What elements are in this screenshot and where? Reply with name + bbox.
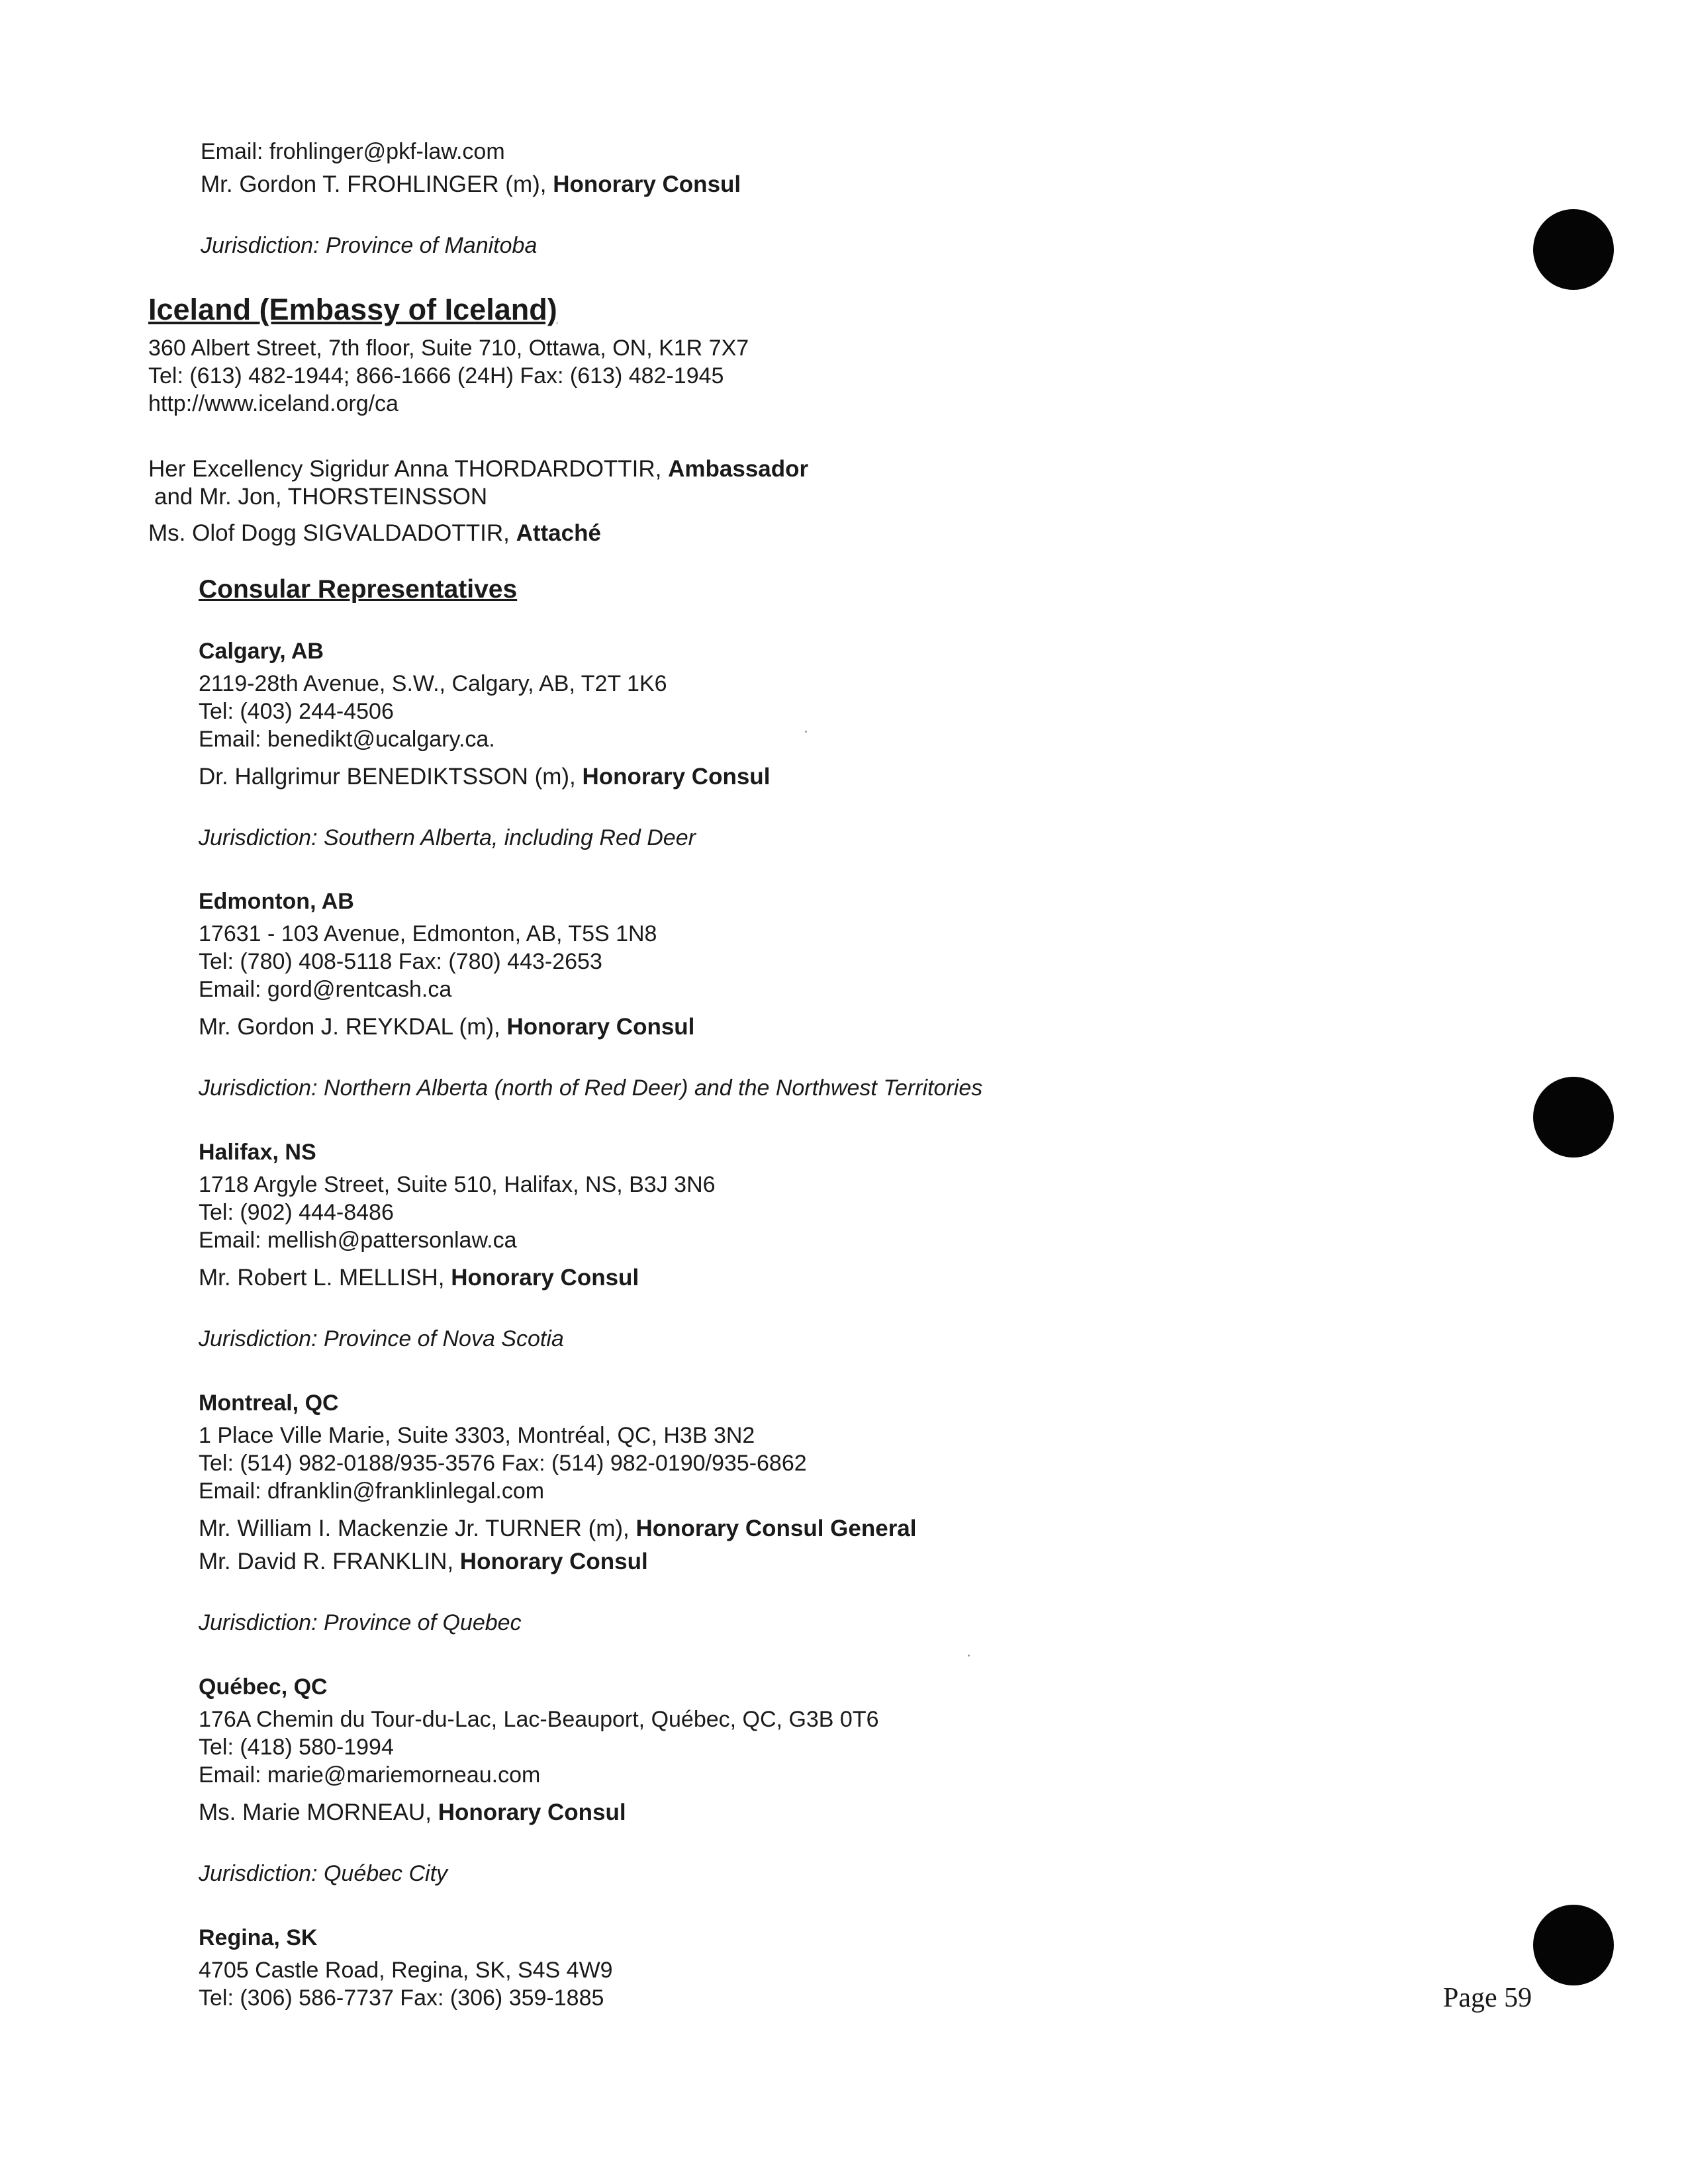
consulate-person (199, 1264, 639, 1292)
consular-heading: Consular Representatives (199, 575, 518, 604)
person-title: Honorary Consul (459, 1549, 648, 1574)
consulate-email: Email: mellish@pattersonlaw.ca (199, 1228, 517, 1253)
consulate-city: Calgary, AB (199, 639, 324, 664)
scan-speck (968, 1655, 970, 1657)
consulate-city: Regina, SK (199, 1925, 318, 1950)
person-title: Honorary Consul General (635, 1516, 917, 1541)
person-title: Honorary Consul (582, 764, 771, 790)
consulate-tel: Tel: (514) 982-0188/935-3576 Fax: (514) 982-0190/935-6862 (199, 1451, 807, 1476)
person-name: Ms. Olof Dogg SIGVALDADOTTIR, (148, 520, 516, 546)
scan-speck (805, 731, 807, 733)
consulate-jurisdiction: Jurisdiction: Québec City (199, 1861, 448, 1886)
consulate-jurisdiction: Jurisdiction: Southern Alberta, including Red Deer (199, 825, 696, 850)
consulate-person-2 (199, 1548, 648, 1576)
consulate-email: Email: gord@rentcash.ca (199, 977, 452, 1002)
consulate-jurisdiction: Jurisdiction: Province of Nova Scotia (199, 1326, 564, 1351)
person-name: Ms. Marie MORNEAU, (199, 1799, 438, 1825)
ambassador-spouse: and Mr. Jon, THORSTEINSSON (154, 484, 488, 510)
punch-hole-middle (1533, 1077, 1614, 1158)
punch-hole-top (1533, 209, 1614, 290)
person-name: Mr. Gordon J. REYKDAL (m), (199, 1014, 507, 1040)
embassy-website: http://www.iceland.org/ca (148, 391, 399, 416)
person-name: Mr. David R. FRANKLIN, (199, 1549, 460, 1574)
top-entry-person (201, 171, 741, 199)
consulate-person (199, 1799, 626, 1827)
person-title: Attaché (516, 520, 601, 546)
consulate-person (199, 1013, 694, 1041)
person-title: Honorary Consul (438, 1799, 626, 1825)
consulate-city: Montreal, QC (199, 1390, 339, 1416)
consulate-city: Québec, QC (199, 1674, 328, 1700)
consulate-tel: Tel: (780) 408-5118 Fax: (780) 443-2653 (199, 949, 602, 974)
consulate-person (199, 1515, 917, 1543)
consulate-email: Email: marie@mariemorneau.com (199, 1762, 541, 1788)
consulate-jurisdiction: Jurisdiction: Northern Alberta (north of Red Deer) and the Northwest Territories (199, 1075, 983, 1101)
consulate-address: 1718 Argyle Street, Suite 510, Halifax, NS, B3J 3N6 (199, 1172, 716, 1197)
consulate-tel: Tel: (403) 244-4506 (199, 699, 394, 724)
person-title: Honorary Consul (451, 1265, 639, 1291)
consulate-email: Email: benedikt@ucalgary.ca. (199, 727, 495, 752)
person-title: Honorary Consul (553, 171, 741, 197)
page-number: Page 59 (1443, 1983, 1532, 2013)
consulate-email: Email: dfranklin@franklinlegal.com (199, 1479, 545, 1504)
consulate-tel: Tel: (306) 586-7737 Fax: (306) 359-1885 (199, 1985, 604, 2011)
consulate-address: 176A Chemin du Tour-du-Lac, Lac-Beauport, Québec, QC, G3B 0T6 (199, 1707, 879, 1732)
consulate-address: 17631 - 103 Avenue, Edmonton, AB, T5S 1N8 (199, 921, 657, 946)
attache (148, 520, 601, 547)
embassy-address: 360 Albert Street, 7th floor, Suite 710, Ottawa, ON, K1R 7X7 (148, 336, 749, 361)
person-name: Mr. William I. Mackenzie Jr. TURNER (m), (199, 1516, 636, 1541)
top-entry-jurisdiction: Jurisdiction: Province of Manitoba (201, 233, 538, 258)
consulate-city: Edmonton, AB (199, 889, 354, 914)
punch-hole-bottom (1533, 1905, 1614, 1985)
person-name: Mr. Gordon T. FROHLINGER (m), (201, 171, 553, 197)
person-name: Dr. Hallgrimur BENEDIKTSSON (m), (199, 764, 583, 790)
consulate-address: 1 Place Ville Marie, Suite 3303, Montréal, QC, H3B 3N2 (199, 1423, 755, 1448)
consulate-address: 4705 Castle Road, Regina, SK, S4S 4W9 (199, 1958, 613, 1983)
consulate-tel: Tel: (418) 580-1994 (199, 1735, 394, 1760)
country-heading: Iceland (Embassy of Iceland) (148, 293, 557, 326)
embassy-tel: Tel: (613) 482-1944; 866-1666 (24H) Fax: (613) 482-1945 (148, 363, 724, 388)
ambassador (148, 455, 808, 483)
person-title: Honorary Consul (506, 1014, 695, 1040)
person-name: Mr. Robert L. MELLISH, (199, 1265, 451, 1291)
consulate-tel: Tel: (902) 444-8486 (199, 1200, 394, 1225)
consulate-city: Halifax, NS (199, 1140, 316, 1165)
consulate-person (199, 763, 770, 791)
person-name: Her Excellency Sigridur Anna THORDARDOTTIR, (148, 456, 669, 482)
consulate-address: 2119-28th Avenue, S.W., Calgary, AB, T2T 1K6 (199, 671, 667, 696)
person-title: Ambassador (668, 456, 809, 482)
top-entry-email: Email: frohlinger@pkf-law.com (201, 139, 505, 164)
consulate-jurisdiction: Jurisdiction: Province of Quebec (199, 1610, 522, 1635)
